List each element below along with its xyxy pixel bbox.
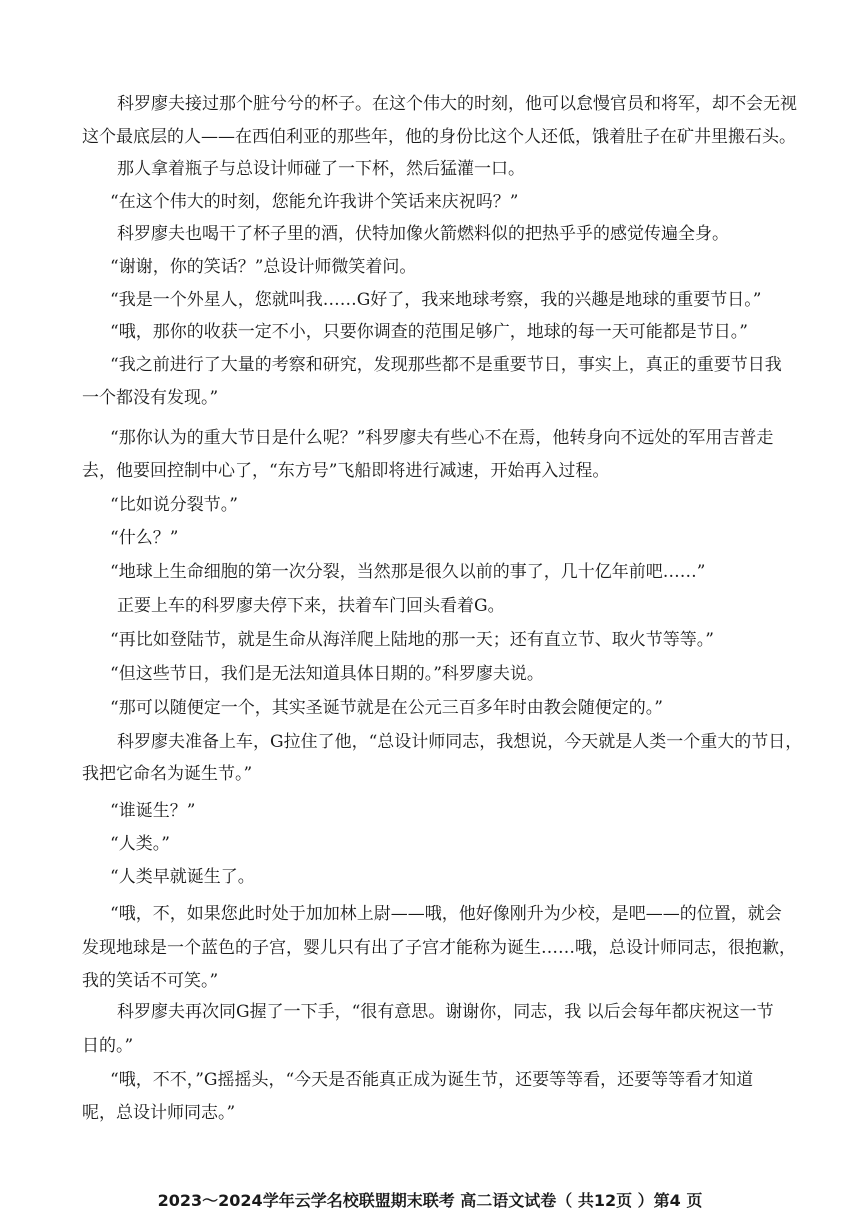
text-line: 科罗廖夫再次同G握了一下手，“很有意思。谢谢你，同志，我 以后会每年都庆祝这一节 [117,1002,774,1022]
text-line: “谁诞生？” [110,801,196,821]
text-line: “但这些节日，我们是无法知道具体日期的。”科罗廖夫说。 [110,664,544,684]
text-line: 正要上车的科罗廖夫停下来，扶着车门回头看着G。 [117,596,505,616]
text-line: “我之前进行了大量的考察和研究，发现那些都不是重要节日，事实上，真正的重要节日我 [110,355,782,375]
text-line: 发现地球是一个蓝色的子宫，婴儿只有出了子宫才能称为诞生……哦，总设计师同志，很抱歉， [82,938,796,958]
text-line: “哦，不，如果您此时处于加加林上尉——哦，他好像刚升为少校，是吧——的位置，就会 [110,904,782,924]
text-line: 科罗廖夫准备上车，G拉住了他，“总设计师同志，我想说，今天就是人类一个重大的节日， [117,732,803,752]
text-line: 那人拿着瓶子与总设计师碰了一下杯，然后猛灌一口。 [117,159,525,179]
text-line: 我把它命名为诞生节。” [82,764,253,784]
text-line: “地球上生命细胞的第一次分裂，当然那是很久以前的事了，几十亿年前吧……” [110,562,706,582]
text-line: “谢谢，你的笑话？”总设计师微笑着问。 [110,257,417,277]
text-line: “在这个伟大的时刻，您能允许我讲个笑话来庆祝吗？” [110,192,519,212]
text-line: “比如说分裂节。” [110,495,238,515]
text-line: “哦，那你的收获一定不小，只要你调查的范围足够广，地球的每一天可能都是节日。” [110,322,748,342]
text-line: “人类早就诞生了。 [110,867,255,887]
text-line: “人类。” [110,834,170,854]
text-line: 科罗廖夫接过那个脏兮兮的杯子。在这个伟大的时刻，他可以怠慢官员和将军，却不会无视 [117,94,797,114]
page-footer: 2023～2024学年云学名校联盟期末联考 高二语文试卷（ 共12页 ）第4 页 [157,1191,703,1210]
text-line: 科罗廖夫也喝干了杯子里的酒，伏特加像火箭燃料似的把热乎乎的感觉传遍全身。 [117,224,729,244]
text-line: “再比如登陆节，就是生命从海洋爬上陆地的那一天；还有直立节、取火节等等。” [110,630,714,650]
text-line: “什么？” [110,528,179,548]
text-line: “那你认为的重大节日是什么呢？”科罗廖夫有些心不在焉，他转身向不远处的军用吉普走 [110,428,774,448]
text-line: 一个都没有发现。” [82,388,219,408]
text-line: “我是一个外星人，您就叫我……G好了，我来地球考察，我的兴趣是地球的重要节日。” [110,290,762,310]
text-line: 呢，总设计师同志。” [82,1103,236,1123]
text-line: “那可以随便定一个，其实圣诞节就是在公元三百多年时由教会随便定的。” [110,698,663,718]
text-line: 我的笑话不可笑。” [82,971,219,991]
text-line: 日的。” [82,1036,134,1056]
text-line: 去，他要回控制中心了，“东方号”飞船即将进行减速，开始再入过程。 [82,461,610,481]
text-line: 这个最底层的人——在西伯利亚的那些年，他的身份比这个人还低，饿着肚子在矿井里搬石头。 [82,127,796,147]
text-line: “哦，不不，”G摇摇头，“今天是否能真正成为诞生节，还要等等看，还要等等看才知道 [110,1070,754,1090]
